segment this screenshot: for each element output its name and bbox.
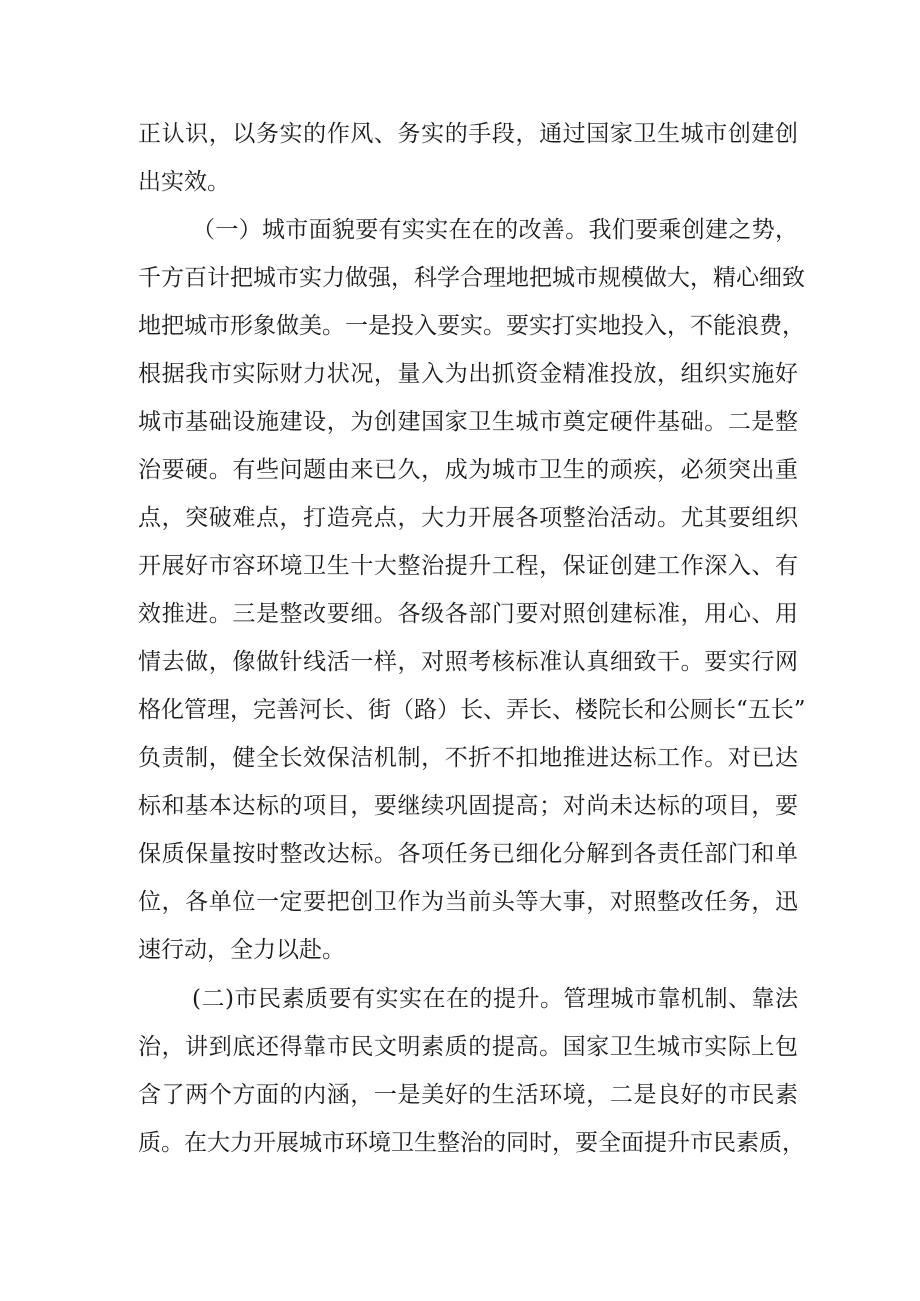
text-line: 含了两个方面的内涵，一是美好的生活环境，二是良好的市民素 [138,1082,798,1108]
text-line: 位，各单位一定要把创卫作为当前头等大事，对照整改任务，迅 [138,889,798,915]
text-line: 质。在大力开展城市环境卫生整治的同时，要全面提升市民素质， [138,1130,805,1156]
text-line: 正认识，以务实的作风、务实的手段，通过国家卫生城市创建创 [138,121,798,147]
text-line: 地把城市形象做美。一是投入要实。要实打实地投入，不能浪费， [138,313,805,339]
paragraph-2-first-line: (二)市民素质要有实实在在的提升。管理城市靠机制、靠法 [192,986,798,1012]
text-line: 效推进。三是整改要细。各级各部门要对照创建标准，用心、用 [138,601,798,627]
text-line: 千方百计把城市实力做强，科学合理地把城市规模做大，精心细致 [138,265,805,291]
text-line: 格化管理，完善河长、街（路）长、弄长、楼院长和公厕长“五长” [138,697,806,723]
text-line: 速行动，全力以赴。 [138,937,345,963]
text-line: 治，讲到底还得靠市民文明素质的提高。国家卫生城市实际上包 [138,1034,798,1060]
paragraph-1-first-line: （一）城市面貌要有实实在在的改善。我们要乘创建之势， [192,217,798,243]
text-line: 情去做，像做针线活一样，对照考核标准认真细致干。要实行网 [138,649,798,675]
text-line: 负责制，健全长效保洁机制，不折不扣地推进达标工作。对已达 [138,745,798,771]
text-line: 开展好市容环境卫生十大整治提升工程，保证创建工作深入、有 [138,553,798,579]
text-line: 点，突破难点，打造亮点，大力开展各项整治活动。尤其要组织 [138,505,798,531]
text-line: 保质保量按时整改达标。各项任务已细化分解到各责任部门和单 [138,841,798,867]
text-line: 根据我市实际财力状况，量入为出抓资金精准投放，组织实施好 [138,361,798,387]
text-line: 治要硬。有些问题由来已久，成为城市卫生的顽疾，必须突出重 [138,457,798,483]
text-line: 标和基本达标的项目，要继续巩固提高；对尚未达标的项目，要 [138,793,798,819]
text-line: 出实效。 [138,169,230,195]
text-line: 城市基础设施建设，为创建国家卫生城市奠定硬件基础。二是整 [138,409,798,435]
